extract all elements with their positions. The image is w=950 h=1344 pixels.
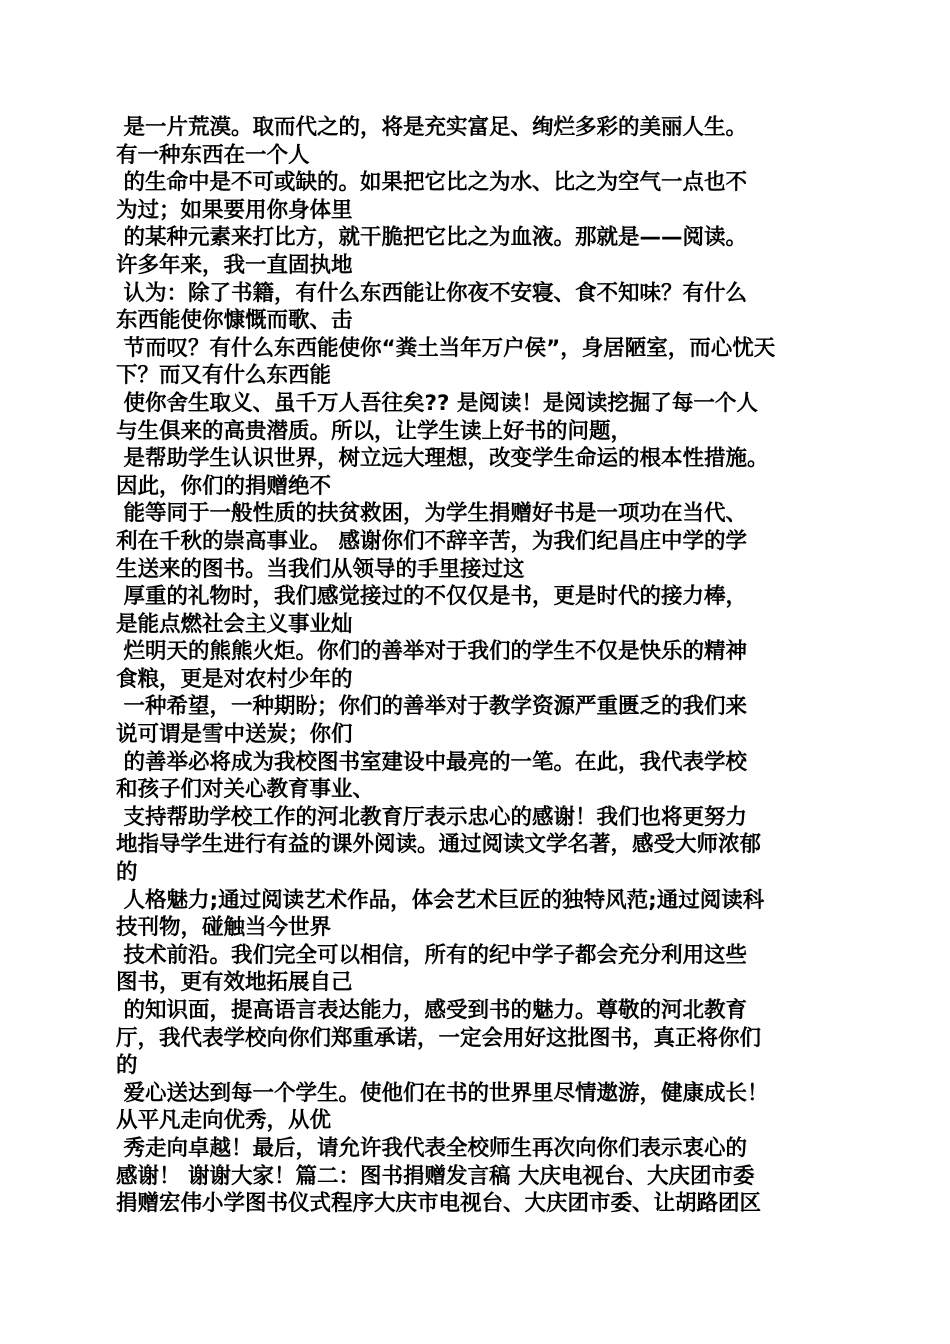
- text-line: 利在千秋的崇高事业。 感谢你们不辞辛苦，为我们纪昌庄中学的学: [116, 528, 747, 554]
- text-line: 捐赠宏伟小学图书仪式程序大庆市电视台、大庆团市委、让胡路团区: [116, 1191, 762, 1217]
- text-line: 从平凡走向优秀，从优: [116, 1108, 332, 1134]
- text-line: 许多年来，我一直固执地: [116, 252, 353, 278]
- text-line: 的善举必将成为我校图书室建设中最亮的一笔。在此，我代表学校: [123, 749, 748, 775]
- text-line: 因此，你们的捐赠绝不: [116, 473, 332, 499]
- text-line: 技刊物，碰触当今世界: [116, 915, 332, 941]
- text-line: 爱心送达到每一个学生。使他们在书的世界里尽情遨游，健康成长！: [123, 1080, 769, 1106]
- text-line: 人格魅力;通过阅读艺术作品，体会艺术巨匠的独特风范;通过阅读科: [123, 887, 765, 913]
- text-line: 的某种元素来打比方，就干脆把它比之为血液。那就是——阅读。: [123, 225, 748, 251]
- text-line: 是能点燃社会主义事业灿: [116, 611, 353, 637]
- text-line: 厅，我代表学校向你们郑重承诺，一定会用好这批图书，真正将你们: [116, 1025, 762, 1051]
- document-body-text: [116, 114, 840, 1218]
- text-line: 下？而又有什么东西能: [116, 363, 332, 389]
- text-line: 一种希望，一种期盼；你们的善举对于教学资源严重匮乏的我们来: [123, 694, 748, 720]
- text-line: 支持帮助学校工作的河北教育厅表示忠心的感谢！我们也将更努力: [123, 804, 748, 830]
- text-line: 的生命中是不可或缺的。如果把它比之为水、比之为空气一点也不: [123, 170, 748, 196]
- text-line: 技术前沿。我们完全可以相信，所有的纪中学子都会充分利用这些: [123, 942, 748, 968]
- text-line: 地指导学生进行有益的课外阅读。通过阅读文学名著，感受大师浓郁: [116, 832, 762, 858]
- text-line: 烂明天的熊熊火炬。你们的善举对于我们的学生不仅是快乐的精神: [123, 639, 748, 665]
- text-line: 和孩子们对关心教育事业、: [116, 777, 375, 803]
- text-line: 节而叹？有什么东西能使你“粪土当年万户侯”，身居陋室，而心忧天: [123, 335, 776, 361]
- text-line: 东西能使你慷慨而歌、击: [116, 308, 353, 334]
- text-line: 是一片荒漠。取而代之的，将是充实富足、绚烂多彩的美丽人生。: [123, 115, 748, 140]
- text-line: 使你舍生取义、虽千万人吾往矣?? 是阅读！是阅读挖掘了每一个人: [123, 390, 758, 416]
- text-line: 厚重的礼物时，我们感觉接过的不仅仅是书，更是时代的接力棒，: [123, 584, 748, 610]
- text-line: 生送来的图书。当我们从领导的手里接过这: [116, 556, 525, 582]
- text-line: 的: [116, 860, 138, 886]
- text-line: 的知识面，提高语言表达能力，感受到书的魅力。尊敬的河北教育: [123, 998, 748, 1023]
- text-line: 认为：除了书籍，有什么东西能让你夜不安寝、食不知味？有什么: [123, 280, 748, 306]
- text-line: 与生俱来的高贵潜质。所以，让学生读上好书的问题，: [116, 418, 633, 444]
- text-line: 有一种东西在一个人: [116, 142, 310, 168]
- text-line: 能等同于一般性质的扶贫救困，为学生捐赠好书是一项功在当代、: [123, 501, 748, 527]
- text-line: 食粮，更是对农村少年的: [116, 666, 353, 692]
- text-line: 秀走向卓越！最后，请允许我代表全校师生再次向你们表示衷心的: [123, 1135, 748, 1161]
- text-line: 为过；如果要用你身体里: [116, 197, 353, 223]
- text-line: 图书，更有效地拓展自己: [116, 970, 353, 996]
- text-line: 是帮助学生认识世界，树立远大理想，改变学生命运的根本性措施。: [123, 446, 769, 472]
- text-line: 的: [116, 1053, 138, 1079]
- text-line: 感谢！ 谢谢大家！篇二：图书捐赠发言稿 大庆电视台、大庆团市委: [116, 1163, 755, 1189]
- text-line: 说可谓是雪中送炭；你们: [116, 722, 353, 748]
